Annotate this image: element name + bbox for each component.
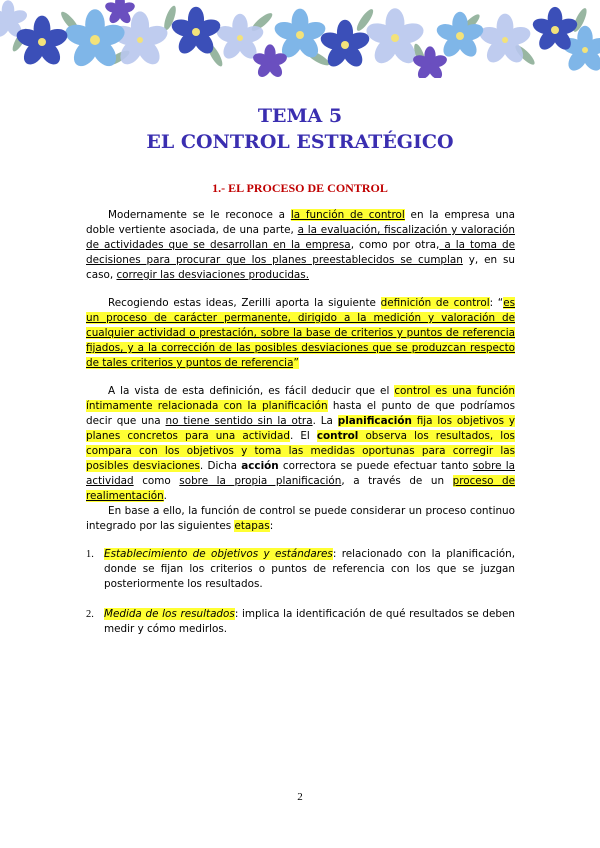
section-heading: 1.- EL PROCESO DE CONTROL [212,181,388,195]
list-description: : relacionado con la planificación, donde se fijan los criterios o puntos de referencia con los que se juzgan posteriormente los resultados. [104,548,515,590]
text-span: . La [312,415,338,427]
text-span: , a través de un [341,475,453,487]
underline-span: sobre la propia planificación [179,475,342,487]
stages-list [86,547,515,637]
text-span: Modernamente se le reconoce a [108,209,291,221]
list-term: Establecimiento de objetivos y estándares [104,548,333,560]
text-span: . [163,490,167,502]
list-item [86,547,515,592]
definition-quote: es un proceso de carácter permanente, dirigido a la medición y valoración de cualquier actividad o prestación, sobre la base de criterios y puntos de referencia fijados, y a la corrección de las posibles desviaciones que se produzcan respecto de tales criterios y puntos de referencia [86,297,515,369]
text-span: como [133,475,180,487]
text-span: : “ [489,297,504,309]
highlight-span: fija los objetivos y planes concretos para una actividad [86,415,515,442]
highlight-span: planificación [337,415,412,427]
paragraph-2 [86,296,515,371]
list-item [86,607,515,637]
page-number: 2 [297,791,303,803]
list-number: 1. [86,549,94,560]
underline-span: no tiene sentido sin la otra [165,415,313,427]
paragraph-3 [86,384,515,504]
underline-span: a la evaluación, fiscalización y valoración de actividades que se desarrollan en la empresa [86,224,515,251]
underline-span: sobre la actividad [86,460,515,487]
highlight-span: definición de control [380,297,490,309]
text-span: correctora se puede efectuar tanto [278,460,473,472]
text-span: En base a ello, la función de control se puede considerar un proceso continuo integrado por las siguientes [86,505,515,532]
paragraph-4 [86,504,515,534]
underline-span: a la toma de decisiones para procurar que los planes preestablecidos se cumplan [86,239,515,266]
text-span: hasta el punto de que podríamos decir que una [86,400,515,427]
list-term: Medida de los resultados [104,608,235,620]
text-span: A la vista de esta definición, es fácil deducir que el [108,385,395,397]
bold-span: acción [241,460,279,472]
highlight-span: etapas [234,520,270,532]
highlight-span: control [316,430,359,442]
text-span: . El [289,430,317,442]
title-line-2: EL CONTROL ESTRATÉGICO [146,131,454,153]
underline-span: corregir las desviaciones producidas. [116,269,310,281]
list-number: 2. [86,609,94,620]
text-span: ” [293,357,299,369]
list-description: : implica la identificación de qué resultados se deben medir y cómo medirlos. [104,608,515,635]
highlight-span: control es una función íntimamente relacionada con la planificación [86,385,515,412]
text-span: , como por otra, [350,239,440,251]
text-span: en la empresa una doble vertiente asociada, de una parte, [86,209,515,236]
text-span: : [269,520,274,532]
text-span: . Dicha [199,460,242,472]
title-block [0,103,600,155]
text-span: y, en su caso, [86,254,515,281]
text-span: Recogiendo estas ideas, Zerilli aporta la siguiente [108,297,381,309]
highlight-span: proceso de realimentación [86,475,516,502]
paragraph-1 [86,208,515,283]
title-line-1: TEMA 5 [257,105,343,127]
highlight-span: la función de control [290,209,405,221]
floral-banner [0,0,600,78]
highlight-span: observa los resultados, los compara con los objetivos y toma las medidas oportunas para corregir las posibles desviaciones [86,430,515,472]
